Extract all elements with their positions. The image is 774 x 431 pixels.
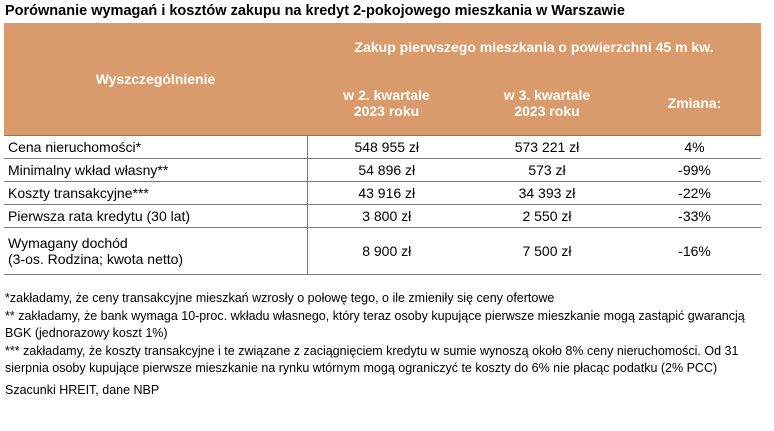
header-q3-line2: 2023 roku	[514, 103, 580, 119]
table-row	[4, 228, 761, 275]
header-q3	[466, 71, 628, 136]
row-q2: 548 955 zł	[307, 136, 466, 159]
header-q2-line2: 2023 roku	[353, 103, 420, 119]
header-row-1	[4, 23, 761, 71]
row-q3: 573 221 zł	[466, 136, 628, 159]
table-row	[4, 205, 761, 228]
row-label: Koszty transakcyjne***	[4, 182, 307, 205]
row-change: -99%	[628, 159, 761, 182]
row-label: Pierwsza rata kredytu (30 lat)	[4, 205, 307, 228]
header-q2-line1: w 2. kwartale	[343, 87, 430, 103]
table-row	[4, 159, 761, 182]
row-change: -16%	[628, 228, 761, 275]
row-change: -33%	[628, 205, 761, 228]
footnote-3: *** zakładamy, że koszty transakcyjne i te związane z zaciągnięciem kredytu w sumie wynoszą około 8% ceny nieruchomości. Od 31 sierpnia osoby kupujące pierwsze mieszkanie na rynku wtórnym mogą ograniczyć te koszty do 6% nie płacąc podatku (2% PCC)	[5, 343, 739, 375]
row-change: -22%	[628, 182, 761, 205]
row-q3: 573 zł	[466, 159, 628, 182]
header-q2	[307, 71, 466, 136]
footnote-1: *zakładamy, że ceny transakcyjne mieszkań wzrosły o połowę tego, o ile zmieniły się ceny ofertowe	[5, 291, 555, 305]
row-label-line2: (3-os. Rodzina; kwota netto)	[8, 251, 184, 267]
row-label: Minimalny wkład własny**	[4, 159, 307, 182]
row-q2: 43 916 zł	[307, 182, 466, 205]
row-q2: 8 900 zł	[307, 228, 466, 275]
source-note: Szacunki HREIT, dane NBP	[5, 382, 160, 397]
header-q3-line1: w 3. kwartale	[503, 87, 591, 103]
header-col-label: Wyszczególnienie	[95, 71, 216, 87]
row-label: Cena nieruchomości*	[4, 136, 307, 159]
row-label-line1: Wymagany dochód	[8, 235, 128, 251]
row-q2: 54 896 zł	[307, 159, 466, 182]
table-row	[4, 182, 761, 205]
row-q3: 7 500 zł	[466, 228, 628, 275]
table-row	[4, 136, 761, 159]
row-q3: 2 550 zł	[466, 205, 628, 228]
row-change: 4%	[628, 136, 761, 159]
header-group: Zakup pierwszego mieszkania o powierzchni 45 m kw.	[354, 39, 714, 55]
footnotes	[5, 290, 767, 399]
row-q2: 3 800 zł	[307, 205, 466, 228]
footnote-2: ** zakładamy, że bank wymaga 10-proc. wkładu własnego, który teraz osoby kupujące pierwsze mieszkanie mogą zastąpić gwarancją BGK (jednorazowy koszt 1%)	[5, 308, 745, 340]
row-q3: 34 393 zł	[466, 182, 628, 205]
header-change: Zmiana:	[667, 95, 722, 111]
page-title: Porównanie wymagań i kosztów zakupu na kredyt 2-pokojowego mieszkania w Warszawie	[5, 3, 625, 19]
row-label	[4, 228, 307, 275]
comparison-table	[4, 23, 761, 275]
